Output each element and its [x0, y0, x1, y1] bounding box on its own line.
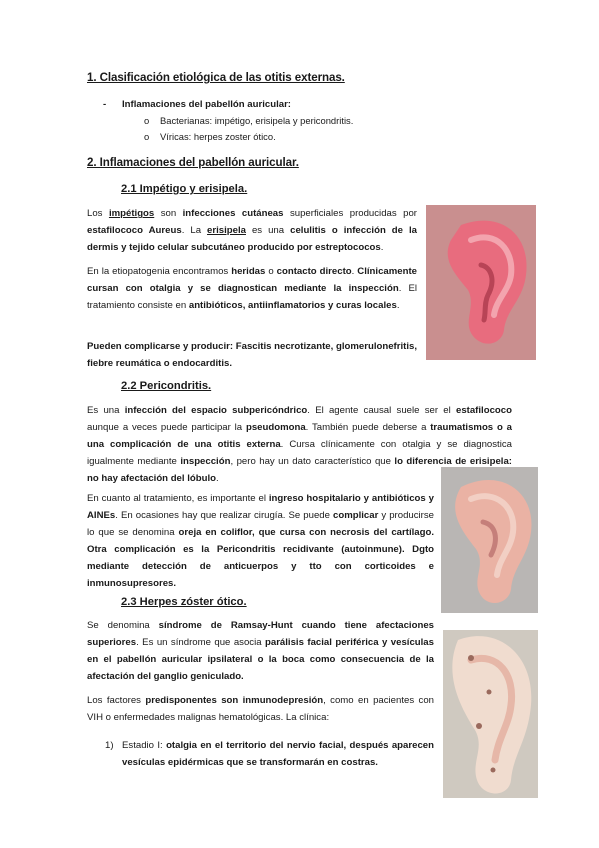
- paragraph: [87, 263, 417, 314]
- text-line: [87, 266, 354, 277]
- text-run: inspección: [180, 456, 231, 467]
- text-run: , como en pacientes con: [323, 695, 434, 706]
- text-run: síndrome de Ramsay-Hunt cuando tiene afectaciones: [158, 620, 434, 631]
- text-line: [87, 493, 369, 504]
- text-run: afectación del ganglio geniculado.: [87, 671, 244, 682]
- text-run: impétigos: [108, 208, 155, 219]
- text-run: (autoinmune). Dgto mediante detección de anticuerpos y tto con: [87, 544, 434, 572]
- subsection-2-3-title: 2.3 Herpes zóster ótico.: [121, 596, 247, 608]
- text-run: erisipela: no hay afectación del lóbulo: [87, 456, 512, 484]
- paragraph: [87, 617, 434, 685]
- text-line: [87, 439, 512, 450]
- text-line: [87, 671, 244, 682]
- text-line: [87, 712, 329, 723]
- text-run: .: [380, 242, 384, 253]
- text-run: complicar: [333, 510, 379, 521]
- text-run: .: [216, 473, 219, 484]
- text-line: [87, 422, 512, 433]
- text-run: . En ocasiones hay que realizar cirugía. Se puede: [115, 510, 330, 521]
- paragraph: [87, 692, 434, 726]
- ear-photo-impetigo: [426, 205, 536, 360]
- text-run: Pueden complicarse y producir: Fascitis necrotizante, glomerulonefritis,: [87, 341, 418, 352]
- paragraph: [87, 205, 417, 256]
- text-line: [87, 456, 466, 467]
- text-run: y producirse lo que se denomina: [87, 510, 435, 538]
- bullet-text: Inflamaciones del pabellón auricular:: [122, 99, 292, 110]
- text-run: erisipela: [207, 225, 246, 236]
- dash-bullet: -: [103, 99, 107, 110]
- text-run: superiores: [87, 637, 137, 648]
- sub-bullet-text: Víricas: herpes zoster ótico.: [160, 131, 276, 142]
- text-run: igualmente mediante: [87, 456, 181, 467]
- text-run: .: [396, 300, 400, 311]
- text-run: antibióticos, antiinflamatorios y: [188, 300, 334, 311]
- text-run: .: [351, 266, 355, 277]
- text-run: heridas: [231, 266, 266, 277]
- sub-bullet-marker: o: [144, 115, 150, 126]
- text-run: en el pabellón auricular ipsilateral o la boca como consecuencia de la: [87, 654, 434, 665]
- subsection-2-2-title: 2.2 Pericondritis.: [121, 380, 212, 392]
- text-run: oreja en coliflor, que cursa con: [178, 527, 327, 538]
- text-run: celulitis o infección de la dermis: [87, 225, 418, 253]
- text-run: Estadio I:: [122, 740, 167, 751]
- ear-photo-pericondritis: [441, 467, 538, 613]
- text-run: corticoides e inmunosupresores.: [87, 561, 434, 589]
- text-run: infección del espacio subpericóndrico: [124, 405, 308, 416]
- text-line: [87, 208, 417, 219]
- text-line: [336, 300, 399, 311]
- text-run: son: [154, 208, 183, 219]
- paragraph: [87, 490, 434, 592]
- text-line: [121, 242, 383, 253]
- text-run: Los: [87, 208, 109, 219]
- text-line: [87, 341, 417, 352]
- text-run: . Es un síndrome que asocia: [136, 637, 265, 648]
- text-line: [87, 654, 434, 665]
- text-run: fiebre reumática o endocarditis.: [87, 358, 233, 369]
- text-run: estafilococo: [455, 405, 512, 416]
- text-run: o: [265, 266, 277, 277]
- text-run: traumatismos o a: [430, 422, 512, 433]
- text-run: , pero hay un dato característico que: [230, 456, 395, 467]
- text-run: otalgia en el territorio del nervio facial, después aparecen: [166, 740, 434, 751]
- text-run: contacto directo: [276, 266, 352, 277]
- text-run: . El agente causal suele ser el: [307, 405, 456, 416]
- text-run: Clínicamente cursan con otalgia y se diagnostican mediante la: [87, 266, 417, 294]
- text-run: antibióticos y AINEs: [87, 493, 434, 521]
- text-line: [87, 358, 232, 369]
- text-run: Se denomina: [87, 620, 159, 631]
- text-run: . La: [181, 225, 208, 236]
- text-run: superficiales producidas por: [283, 208, 417, 219]
- list-item-number: 1): [105, 740, 114, 751]
- text-run: inspección: [348, 283, 399, 294]
- text-run: aunque a veces puede participar la: [87, 422, 246, 433]
- sub-bullet-text: Bacterianas: impétigo, erisipela y pericondritis.: [160, 115, 354, 126]
- text-run: En la etiopatogenia encontramos: [87, 266, 232, 277]
- text-run: . También puede deberse a: [305, 422, 431, 433]
- text-line: [122, 757, 378, 768]
- paragraph: [87, 338, 417, 372]
- subsection-2-1-title: 2.1 Impétigo y erisipela.: [121, 183, 248, 195]
- section-1-title: 1. Clasificación etiológica de las otitis externas.: [87, 71, 345, 84]
- text-run: infecciones cutáneas: [182, 208, 284, 219]
- section-2-title: 2. Inflamaciones del pabellón auricular.: [87, 156, 299, 169]
- text-line: [87, 405, 512, 416]
- text-run: En cuanto al tratamiento, es importante el: [87, 493, 269, 504]
- text-run: lo diferencia de: [394, 456, 467, 467]
- ear-photo-herpes-zoster: [443, 630, 538, 798]
- text-line: [87, 695, 434, 706]
- text-run: es una: [245, 225, 291, 236]
- text-run: necrosis del cartílago. Otra complicación es la Pericondritis recidivante: [87, 527, 434, 555]
- list-item-text: [122, 737, 434, 771]
- text-run: estafilococo Aureus: [87, 225, 182, 236]
- text-run: . El tratamiento consiste en: [87, 283, 417, 311]
- text-line: [87, 637, 434, 648]
- text-run: vesículas epidérmicas que se transformarán en costras.: [122, 757, 378, 768]
- text-run: pseudomona: [245, 422, 306, 433]
- text-run: curas locales: [336, 300, 397, 311]
- text-run: parálisis facial periférica y vesículas: [265, 637, 434, 648]
- text-run: . Cursa clínicamente con otalgia y se diagnostica: [280, 439, 512, 450]
- text-run: ingreso hospitalario y: [268, 493, 370, 504]
- text-run: VIH o enfermedades malignas hematológicas. La clínica:: [87, 712, 330, 723]
- text-run: y tejido celular subcutáneo producido por estreptococos: [121, 242, 381, 253]
- text-run: una complicación de una otitis externa: [87, 439, 281, 450]
- text-run: Es una: [87, 405, 125, 416]
- text-line: [122, 740, 434, 751]
- text-run: Los factores: [87, 695, 146, 706]
- text-line: [87, 620, 434, 631]
- text-run: predisponentes son inmunodepresión: [145, 695, 324, 706]
- sub-bullet-marker: o: [144, 131, 150, 142]
